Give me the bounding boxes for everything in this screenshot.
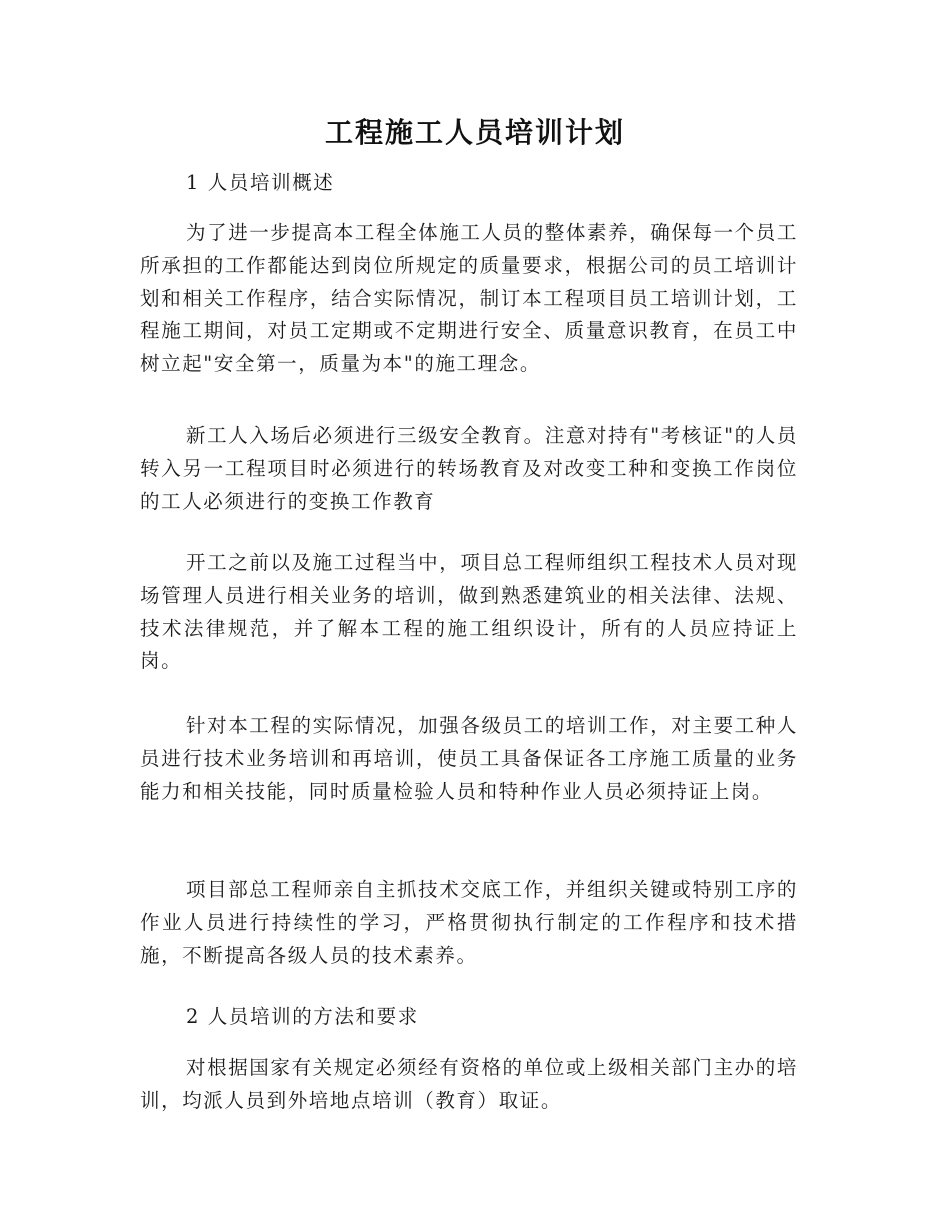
section-1-paragraph-4: 针对本工程的实际情况，加强各级员工的培训工作，对主要工种人员进行技术业务培训和再培训，使员工具备保证各工序施工质量的业务能力和相关技能，同时质量检验人员和特种作业人员必须持证上岗。 xyxy=(140,714,798,803)
section-1-heading: 1 人员培训概述 xyxy=(186,171,335,194)
section-1-paragraph-1: 为了进一步提高本工程全体施工人员的整体素养，确保每一个员工所承担的工作都能达到岗位所规定的质量要求，根据公司的员工培训计划和相关工作程序，结合实际情况，制订本工程项目员工培训计划，工程施工期间，对员工定期或不定期进行安全、质量意识教育，在员工中树立起"安全第一，质量为本"的施工理念。 xyxy=(140,221,798,376)
document-title: 工程施工人员培训计划 xyxy=(324,116,625,149)
section-2-paragraph-1: 对根据国家有关规定必须经有资格的单位或上级相关部门主办的培训，均派人员到外培地点培训（教育）取证。 xyxy=(140,1056,798,1112)
section-1-paragraph-3: 开工之前以及施工过程当中，项目总工程师组织工程技术人员对现场管理人员进行相关业务的培训，做到熟悉建筑业的相关法律、法规、技术法律规范，并了解本工程的施工组织设计，所有的人员应持证上岗。 xyxy=(140,551,798,673)
section-2-heading: 2 人员培训的方法和要求 xyxy=(186,1005,419,1028)
section-1-paragraph-5: 项目部总工程师亲自主抓技术交底工作，并组织关键或特别工序的作业人员进行持续性的学习，严格贯彻执行制定的工作程序和技术措施，不断提高各级人员的技术素养。 xyxy=(140,878,798,967)
section-1-paragraph-2: 新工人入场后必须进行三级安全教育。注意对持有"考核证"的人员转入另一工程项目时必须进行的转场教育及对改变工种和变换工作岗位的工人必须进行的变换工作教育 xyxy=(140,424,798,513)
